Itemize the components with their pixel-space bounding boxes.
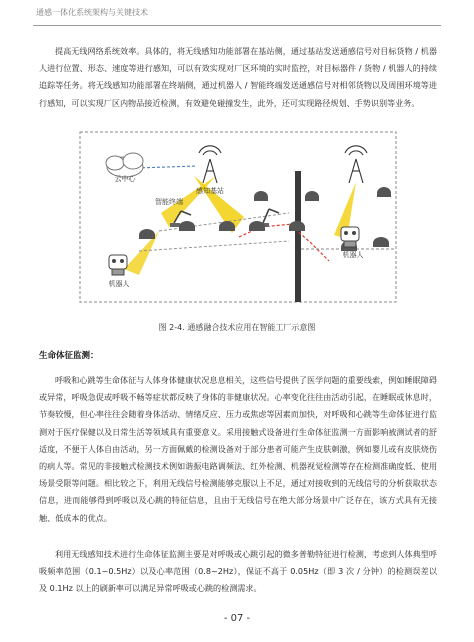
- robot-left-label: 机器人: [108, 280, 130, 288]
- page-number: - 07 -: [223, 613, 251, 624]
- terminal-label: 智能终端: [155, 198, 183, 206]
- header-rule: [33, 25, 441, 26]
- base-station-icon: [199, 146, 221, 183]
- vital-signs-paragraph-1: 呼吸和心跳等生命体征与人体身体健康状况息息相关，这些信号提供了医学问题的重要线索，例如睡眠障碍或异常，呼吸急促或呼吸不畅等症状都反映了身体的非健康状况。心率变化往往由活动引起，在睡眠或休息时，节奏较慢，但心率往往会随着身体活动、情绪反应、压力或焦虑等因素而加快，对呼吸和心跳等生命体征进行监测对于医疗保健以及日常生活等领域具有重要意义。采用接触式设备进行生命体征监测一方面影响被测试者的舒适度，不便于人体自由活动，另一方面佩戴的检测设备对于部分患者可能产生皮肤刺激，例如婴儿或有皮肤烧伤的病人等。常见的非接触式检测技术例如谐振电路调频法、红外检测、机器视觉检测等存在检测准确度低、使用场景受限等问题。相比较之下，利用无线信号检测能够克服以上不足，通过对接收到的无线信号的分析获取状态信息，进而能够得到呼吸以及心跳的特征信息，且由于无线信号在绝大部分场景中广泛存在，该方式具有无接触、低成本的优点。: [39, 375, 437, 523]
- smart-factory-figure: [79, 131, 397, 303]
- vital-signs-paragraph-2: 利用无线感知技术进行生命体征监测主要是对呼吸或心跳引起的微多普勒特征进行检测，考虑到人体典型呼吸频率范围（0.1~0.5Hz）以及心率范围（0.8~2Hz），保证不高于 0.05Hz（即 3 次 / 分钟）的检测误差以及 0.1Hz 以上的刷新率可以满足异常呼吸或心跳的检测需求。: [39, 549, 437, 594]
- cloud-link: [137, 166, 197, 168]
- factory-diagram: [79, 131, 397, 303]
- cloud-label: 云中心: [114, 175, 136, 183]
- page-header: [33, 6, 441, 26]
- section-heading: 生命体征监测：: [39, 351, 99, 361]
- intro-paragraph: 提高无线网络系统效率。具体的，将无线感知功能部署在基站侧，通过基站发送通感信号对目标货物 / 机器人进行位置、形态、速度等进行感知，可以有效实现对厂区环境的实时监控，对目标器件 / 货物 / 机器人的持续追踪等任务。将无线感知功能部署在终端侧，通过机器人 / 智能终端发送通感信号对相邻货物以及周围环境等进行感知，可以实现厂区内物品接近检测，有效避免碰撞发生，此外，还可实现路径规划、手势识别等业务。: [39, 46, 437, 108]
- robot-left-icon: [109, 255, 127, 275]
- figure-caption: 图 2-4. 通感融合技术应用在智能工厂示意图: [158, 323, 316, 332]
- cloud-icon: [106, 153, 143, 177]
- base-station-label: 感知基站: [196, 187, 224, 195]
- robot-right-label: 机器人: [342, 251, 364, 259]
- wall-divider: [295, 171, 301, 302]
- header-title: 通感一体化系统架构与关键技术: [36, 8, 148, 17]
- robot-right-icon: [341, 227, 359, 247]
- right-tower-icon: [345, 146, 367, 183]
- beam-to-terminal: [194, 176, 244, 233]
